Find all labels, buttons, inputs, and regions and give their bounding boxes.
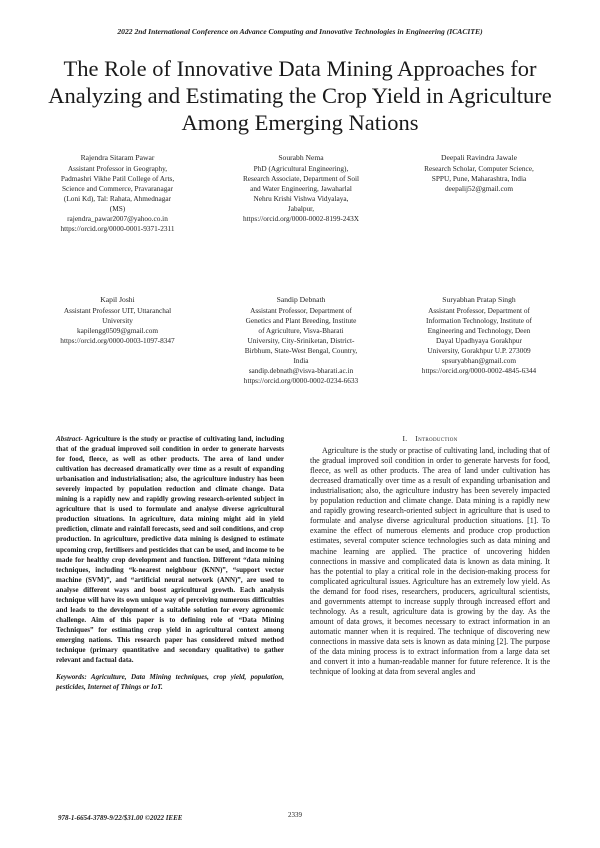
author-line: Assistant Professor UIT, Uttaranchal	[63, 305, 172, 315]
author-line: of Agriculture, Visva-Bharati	[258, 325, 344, 335]
author-name: Deepali Ravindra Jawale	[441, 153, 517, 162]
author-line: Engineering and Technology, Deen	[427, 325, 531, 335]
introduction-column	[310, 434, 550, 677]
section-number: I.	[402, 434, 408, 443]
author-email[interactable]: deepalij52@gmail.com	[444, 183, 514, 193]
author-name: Rajendra Sitaram Pawar	[80, 153, 155, 162]
author-line: University, City-Sriniketan, District-	[247, 335, 355, 345]
author-line: Jabalpur,	[287, 203, 315, 213]
conference-header: 2022 2nd International Conference on Advance Computing and Innovative Technologies in Engineering (ICACITE)	[117, 27, 483, 36]
author-orcid-link[interactable]: https://orcid.org/0000-0003-1097-8347	[60, 335, 175, 345]
keywords-paragraph	[56, 672, 284, 692]
author-line: and Water Engineering, Jawaharlal	[250, 183, 352, 193]
author-block	[40, 295, 195, 346]
author-orcid-link[interactable]: https://orcid.org/0000-0002-8199-243X	[243, 214, 359, 224]
page-number: 2339	[288, 811, 302, 819]
author-orcid-link[interactable]: https://orcid.org/0000-0001-9371-2311	[60, 224, 175, 234]
author-block	[45, 153, 190, 234]
author-block	[222, 295, 380, 386]
author-name: Kapil Joshi	[100, 295, 135, 304]
abstract-label: Abstract-	[56, 435, 83, 443]
author-line: (MS)	[109, 203, 126, 213]
author-block	[398, 153, 560, 194]
author-line: Research Scholar, Computer Science,	[424, 163, 534, 173]
author-orcid-link[interactable]: https://orcid.org/0000-0002-4845-6344	[421, 366, 537, 376]
author-orcid-link[interactable]: https://orcid.org/0000-0002-0234-6633	[243, 376, 359, 386]
author-line: Nehru Krishi Vishwa Vidyalaya,	[253, 193, 349, 203]
author-email[interactable]: kapilengg0509@gmail.com	[76, 325, 159, 335]
author-line: Information Technology, Institute of	[426, 315, 532, 325]
author-line: India	[293, 356, 309, 366]
isbn-footer: 978-1-6654-3789-9/22/$31.00 ©2022 IEEE	[58, 814, 183, 822]
author-line: Assistant Professor, Department of	[250, 305, 352, 315]
author-name: Suryabhan Pratap Singh	[442, 295, 516, 304]
keywords-label: Keywords:	[56, 673, 87, 682]
abstract-paragraph	[56, 434, 284, 665]
author-line: Science and Commerce, Pravaranagar	[61, 183, 174, 193]
author-email[interactable]: sandip.debnath@visva-bharati.ac.in	[248, 366, 354, 376]
author-name: Sandip Debnath	[276, 295, 326, 304]
author-block	[222, 153, 380, 224]
author-line: Genetics and Plant Breeding, Institute	[245, 315, 357, 325]
author-line: Dayal Upadhyaya Gorakhpur	[436, 335, 522, 345]
introduction-paragraph: Agriculture is the study or practise of cultivating land, including that of the gradual improved soil condition in order to generate harvests for food, fleece, as well as other products. The area of land under cultivation has decreased dramatically over time as a result of expanding urbanisation and industrialisation; also, the agriculture industry has been severely impacted by population reduction and climate change. Data mining is a rapidly new and rapidly growing research-oriented subject in agriculture that is used to formulate and analyse diverse agricultural production situations. [1]. To examine the effect of numerous elements and produce crop production estimates, several computer science technologies such as data mining and machine learning are applied. The practice of uncovering hidden connections in massive and complicated data is known as data mining. It has the potential to play a critical role in the decision-making process for complicated agricultural issues. Agriculture has an extremely low yield. As the demand for food rises, researchers, producers, agricultural scientists, and governments attempt to increase supply through increased effort and technology. As a result, agriculture data is growing by the day. As the amount of data grows, it becomes necessary to extract information in an automatic manner when it is required. The technique of discovering new connections in massive data sets is known as data mining [2]. The purpose of the data mining process is to extract information from a large data set and convert it into a human-readable manner for future reference. It is the technique of looking at data from several angles and	[310, 446, 550, 677]
author-line: Padmashri Vikhe Patil College of Arts,	[60, 173, 175, 183]
abstract-column	[56, 434, 284, 692]
author-line: University, Gorakhpur U.P. 273009	[427, 345, 531, 355]
keywords-text: Agriculture, Data Mining techniques, crop yield, population, pesticides, Internet of Things or IoT.	[56, 673, 284, 692]
author-line: Assistant Professor in Geography,	[67, 163, 168, 173]
paper-title: The Role of Innovative Data Mining Approaches for Analyzing and Estimating the Crop Yield in Agriculture Among Emerging Nations	[48, 56, 552, 135]
author-line: Research Associate, Department of Soil	[242, 173, 360, 183]
author-line: SPPU, Pune, Maharashtra, India	[431, 173, 527, 183]
abstract-text: Agriculture is the study or practise of cultivating land, including that of the gradual improved soil condition in order to generate harvests for food, fleece, as well as other products. The area of land under cultivation has decreased dramatically over time as a result of expanding urbanisation and industrialisation; also, the agriculture industry has been severely impacted by population reduction and climate change. Data mining is a rapidly new and rapidly growing research-oriented subject in agriculture that is used to formulate and analyse diverse agricultural production situations. In agriculture, data mining might aid in yield prediction, climate and rainfall forecasts, seed and soil conditions, and crop production. In agriculture, predictive data mining is designed to estimate upcoming crop, fertilisers and pesticides that can be used, and income to be made for healthy crop development and function. Different “data mining techniques, including “k-nearest neighbour (KNN)”, “support vector machine (SVM)”, and “artificial neural network (ANN)”, are used to analyse different ways and boost agricultural growth. Each analysis technique will have its own unique way of perceiving numerous difficulties and leads to the development of a suitable solution for every agronomic challenge. Aim of this paper is to defining role of “Data Mining Techniques” for estimating crop yield in agricultural context among emerging nations. This research paper has considered mixed method technique (primary quantitative and secondary qualitative) to gather relevant and factual data.	[56, 435, 284, 665]
author-email[interactable]: spsuryabhan@gmail.com	[441, 356, 517, 366]
author-name: Sourabh Nema	[278, 153, 324, 162]
section-title: Introduction	[415, 434, 458, 443]
author-block	[398, 295, 560, 376]
author-line: PhD (Agricultural Engineering),	[253, 163, 349, 173]
author-line: Assistant Professor, Department of	[428, 305, 530, 315]
author-line: University	[102, 315, 133, 325]
author-line: (Loni Kd), Tal: Rahata, Ahmednagar	[63, 193, 172, 203]
author-line: Birbhum, State-West Bengal, Country,	[244, 345, 358, 355]
section-heading	[310, 434, 550, 444]
author-email[interactable]: rajendra_pawar2007@yahoo.co.in	[67, 214, 168, 224]
